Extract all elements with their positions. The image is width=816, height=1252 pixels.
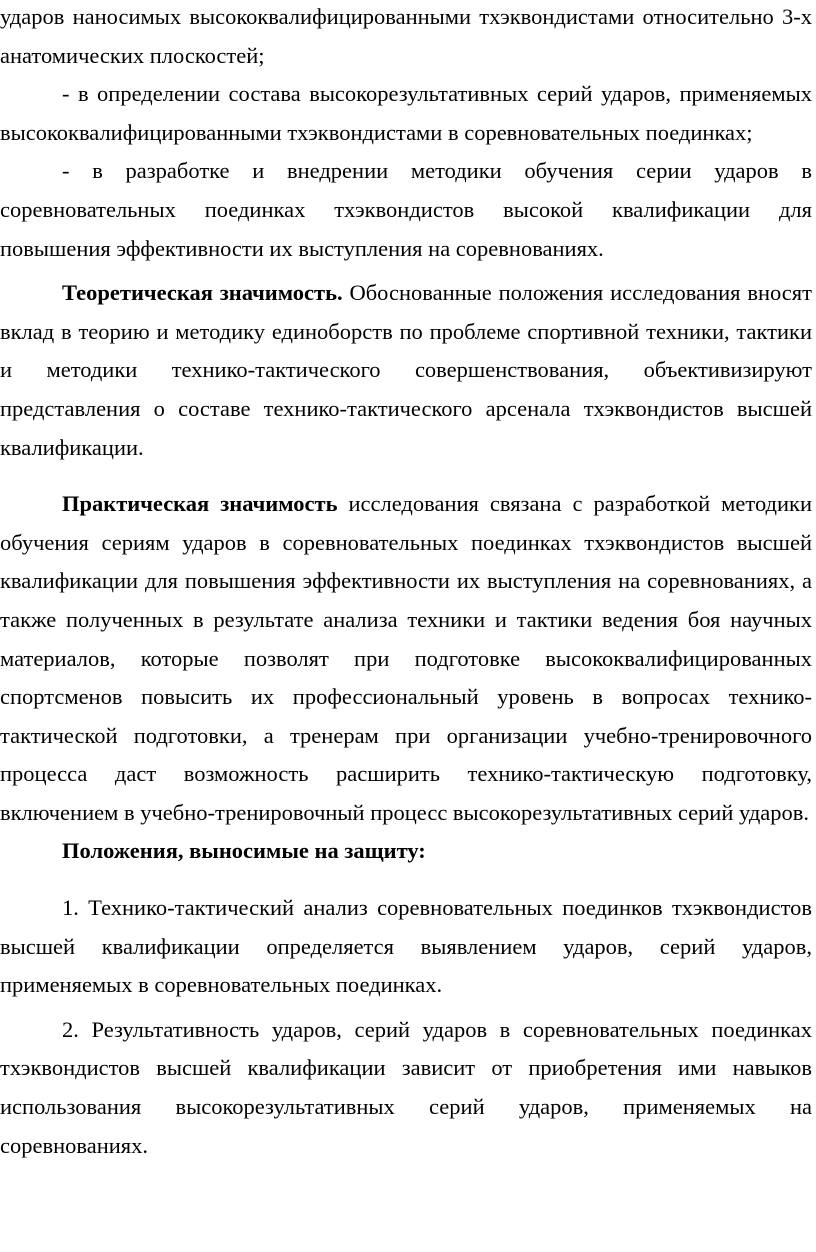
practical-significance-label: Практическая значимость bbox=[62, 491, 338, 517]
provision-item-2: 2. Результативность ударов, серий ударов в соревновательных поединках тхэквондистов высшей квалификации зависит от приобретения ими навыков использования высокорезультативных серий ударов, применяемых на соревнованиях. bbox=[0, 1016, 812, 1158]
provision-item-1: 1. Технико-тактический анализ соревновательных поединков тхэквондистов высшей квалификации определяется выявлением ударов, серий ударов, применяемых в соревновательных поединках. bbox=[0, 895, 812, 998]
provisions-heading: Положения, выносимые на защиту: bbox=[62, 838, 426, 864]
theoretical-significance-text: Обоснованные положения исследования вносят вклад в теорию и методику единоборств по проблеме спортивной техники, тактики и методики технико-тактического совершенствования, объективизируют представления о составе технико-тактического арсенала тхэквондистов высшей квалификации. bbox=[0, 280, 812, 460]
paragraph-theoretical-significance bbox=[0, 274, 812, 467]
paragraph-practical-significance bbox=[0, 485, 812, 832]
practical-significance-text: исследования связана с разработкой методики обучения сериям ударов в соревновательных поединках тхэквондистов высшей квалификации для повышения эффективности их выступления на соревнованиях, а также полученных в результате анализа техники и тактики ведения боя научных материалов, которые позволят при подготовке высококвалифицированных спортсменов повысить их профессиональный уровень в вопросах технико-тактической подготовки, а тренерам при организации учебно-тренировочного процесса даст возможность расширить технико-тактическую подготовку, включением в учебно-тренировочный процесс высокорезультативных серий ударов. bbox=[0, 491, 813, 825]
bullet-item-composition: - в определении состава высокорезультативных серий ударов, применяемых высококвалифицированными тхэквондистами в соревновательных поединках; bbox=[0, 81, 812, 145]
bullet-item-methodology: - в разработке и внедрении методики обучения серии ударов в соревновательных поединках тхэквондистов высокой квалификации для повышения эффективности их выступления на соревнованиях. bbox=[0, 158, 812, 261]
paragraph-continuation: ударов наносимых высококвалифицированными тхэквондистами относительно 3-х анатомических плоскостей; bbox=[0, 4, 812, 68]
theoretical-significance-label: Теоретическая значимость. bbox=[62, 280, 343, 306]
